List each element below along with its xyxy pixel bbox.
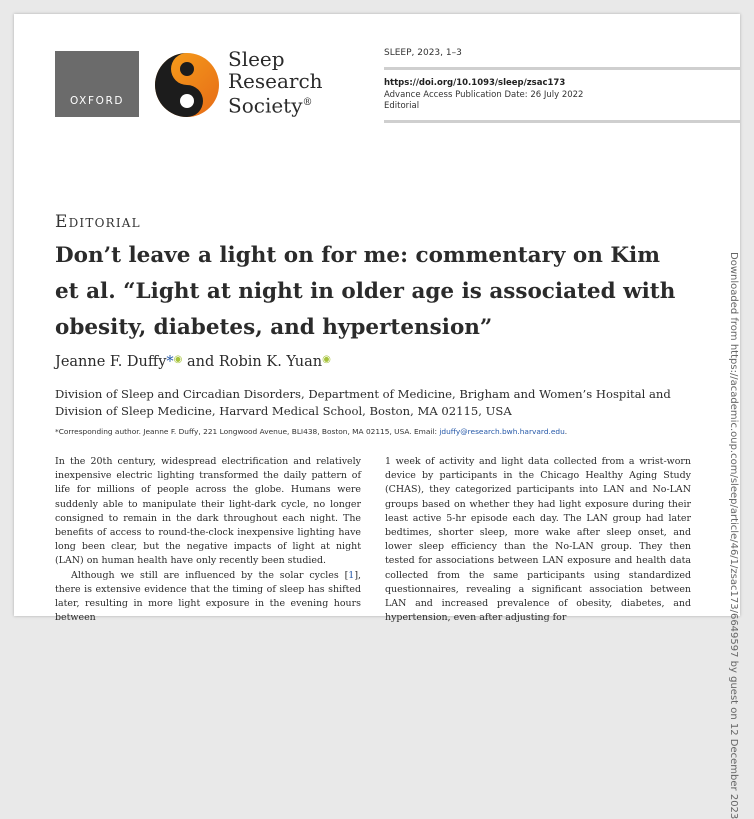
article-title: Don’t leave a light on for me: commentary on Kim et al. “Light at night in older age is associated with obesity, diabetes, and hypertension” xyxy=(55,243,676,340)
affiliation-line: Division of Sleep Medicine, Harvard Medical School, Boston, MA 02115, USA xyxy=(55,404,512,418)
corresponding-author-note: *Corresponding author. Jeanne F. Duffy, 221 Longwood Avenue, BLI438, Boston, MA 02115, USA. Email: jduffy@research.bwh.harvard.edu. xyxy=(55,427,568,436)
header-rule-bottom xyxy=(384,120,740,123)
email-link[interactable]: jduffy@research.bwh.harvard.edu xyxy=(439,427,565,436)
author-separator: and xyxy=(182,354,219,370)
registered-mark: ® xyxy=(302,97,313,108)
oxford-logo-text: OXFORD xyxy=(69,95,125,107)
society-name-line: Society® xyxy=(228,93,313,118)
doi-block xyxy=(384,78,583,113)
orcid-icon[interactable]: ◉ xyxy=(173,354,183,365)
section-label: Editorial xyxy=(55,212,141,232)
body-column-right xyxy=(385,455,691,625)
sleep-research-society-logo[interactable] xyxy=(152,50,222,120)
journal-citation: SLEEP, 2023, 1–3 xyxy=(384,48,462,58)
download-watermark xyxy=(726,252,740,819)
reference-link[interactable]: 1 xyxy=(348,569,355,581)
body-column-left xyxy=(55,455,361,625)
author-list xyxy=(55,354,331,370)
orcid-icon[interactable]: ◉ xyxy=(322,354,331,365)
oxford-logo[interactable] xyxy=(55,51,139,117)
corresponding-text: *Corresponding author. Jeanne F. Duffy, 221 Longwood Avenue, BLI438, Boston, MA 02115, USA. Email: xyxy=(55,427,440,436)
download-watermark-text: Downloaded from https://academic.oup.com/sleep/article/46/1/zsac173/6649597 by guest on 12 December 2023 xyxy=(728,252,739,819)
author-name[interactable]: Jeanne F. Duffy xyxy=(55,354,167,370)
publication-date: Advance Access Publication Date: 26 July 2022 xyxy=(384,89,584,100)
doi-link[interactable]: https://doi.org/10.1093/sleep/zsac173 xyxy=(384,78,566,88)
article-page xyxy=(14,14,740,819)
author-name[interactable]: Robin K. Yuan xyxy=(218,354,323,370)
affiliation-line: Division of Sleep and Circadian Disorders, Department of Medicine, Brigham and Women’s Hospital and xyxy=(55,387,671,401)
article-type: Editorial xyxy=(384,101,420,111)
body-paragraph: In the 20th century, widespread electrification and relatively inexpensive electric lighting transformed the daily pattern of life for millions of people across the globe. Humans were suddenly able to manipulate their light-dark cycle, no longer consigned to remain in the dark throughout each night. The benefits of access to round-the-clock inexpensive lighting have long been clear, but the negative impacts of light at night (LAN) on human health have only recently been studied. xyxy=(55,456,361,567)
society-name-line: Research xyxy=(228,69,323,93)
corresponding-marker[interactable]: * xyxy=(166,354,174,370)
body-paragraph: 1 week of activity and light data collected from a wrist-worn device by participants in the Chicago Healthy Aging Study (CHAS), they categorized participants into LAN and No-LAN groups based on whether they had light exposure during their least active 5-hr episode each day. The LAN group had later bedtimes, shorter sleep, more wake after sleep onset, and lower sleep efficiency than the No-LAN group. They then tested for associations between LAN exposure and health data collected from the same participants using standardized questionnaires, revealing a significant association between LAN and increased prevalence of obesity, diabetes, and hypertension, even after adjusting for xyxy=(385,456,691,624)
affiliation xyxy=(55,386,695,420)
header-rule-top xyxy=(384,67,740,70)
society-name xyxy=(228,48,323,117)
body-paragraph: Although we still are influenced by the solar cycles [1], there is extensive evidence that the timing of sleep has shifted later, resulting in more light exposure in the evening hours between xyxy=(55,569,361,624)
society-name-line: Sleep xyxy=(228,47,285,71)
